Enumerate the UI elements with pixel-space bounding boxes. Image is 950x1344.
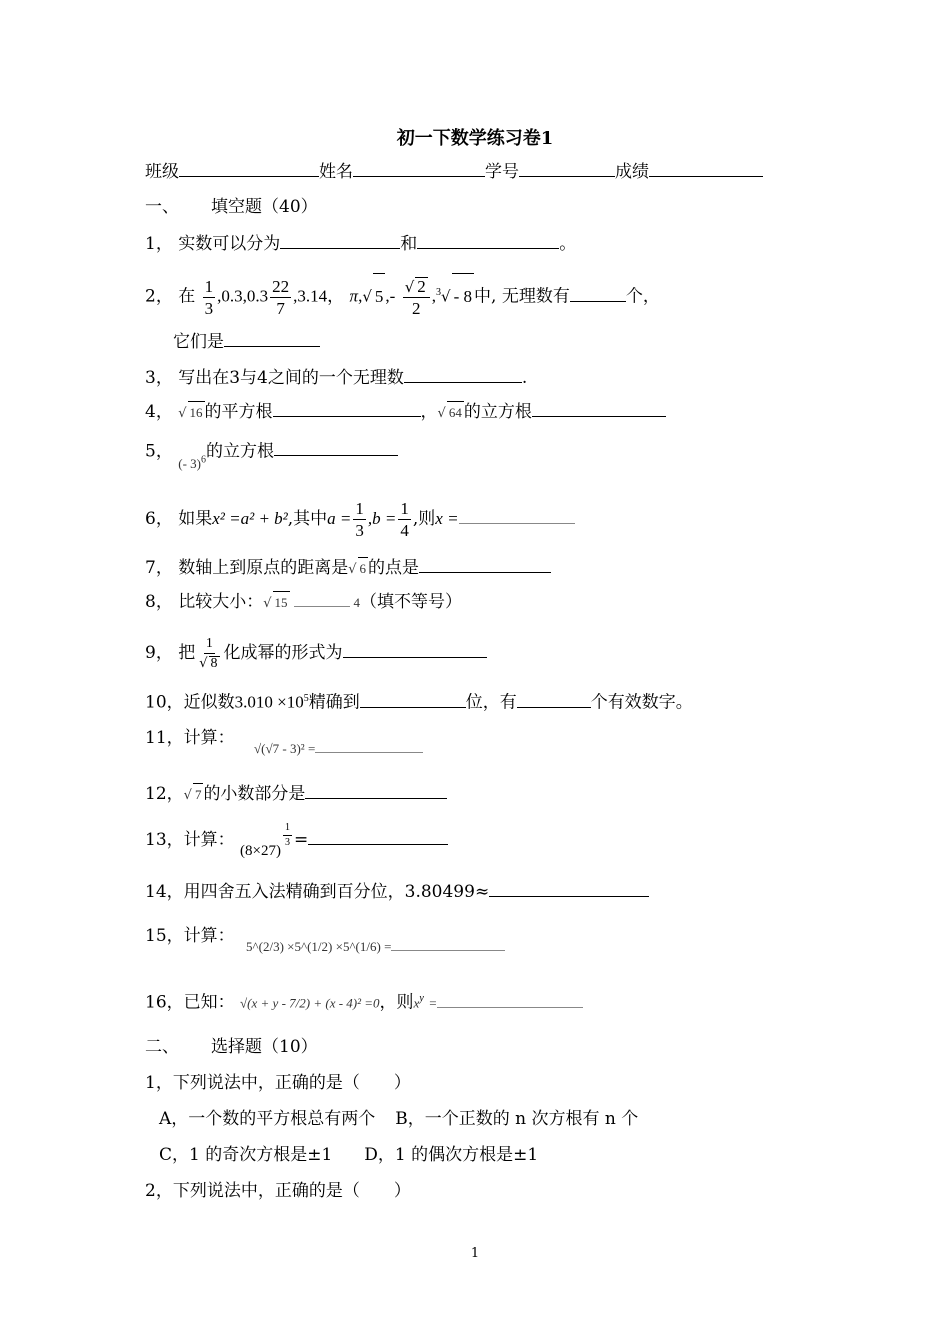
question-12 xyxy=(145,782,447,807)
math-expr xyxy=(240,822,294,859)
radicand: 7 xyxy=(193,783,204,806)
q-text: ，则 xyxy=(379,992,414,1013)
question-2-line-2 xyxy=(173,330,320,353)
answer-blank[interactable] xyxy=(273,400,421,417)
q-text: 计算： xyxy=(183,728,235,748)
exponent: 5 xyxy=(303,693,309,704)
question-10 xyxy=(145,688,693,714)
question-14 xyxy=(145,880,649,903)
math-text: √(√7 - 3)² xyxy=(254,741,305,756)
q-num: 14， xyxy=(145,882,184,902)
answer-blank[interactable] xyxy=(570,285,626,302)
question-16 xyxy=(145,988,583,1015)
question-15 xyxy=(145,924,505,954)
answer-blank[interactable] xyxy=(305,782,447,799)
section-number: 一、 xyxy=(145,197,179,217)
question-2: 2， 在 $\frac{1}{3}$ ,0.3,0.3 $\frac{22}{7}$ ,3.14， π,√ 5 ,- $\frac{√ 2}{2}$ ,$^3$√ - 8 中, 无理数有 个， xyxy=(145,270,660,320)
sqrt-symbol: √ xyxy=(263,596,272,611)
math-text: ,3.14， xyxy=(293,286,345,306)
q-text: 计算： xyxy=(183,830,235,850)
math-text: ,- xyxy=(385,286,396,306)
answer-blank[interactable] xyxy=(532,400,666,417)
q-text: 下列说法中，正确的是（ ） xyxy=(172,1181,411,1201)
choice-question-2 xyxy=(145,1180,411,1202)
q-text: 个， xyxy=(625,286,660,307)
numerator: 1 xyxy=(204,276,214,296)
class-label: 班级 xyxy=(145,162,179,182)
radicand: 8 xyxy=(210,655,218,671)
answer-blank[interactable] xyxy=(459,507,575,524)
answer-blank[interactable] xyxy=(308,828,448,845)
denominator: 4 xyxy=(400,521,409,540)
q-text: ， xyxy=(420,402,438,422)
q-num: 4， xyxy=(145,402,173,422)
q-num: 8， xyxy=(145,592,173,612)
radicand: 64 xyxy=(447,401,464,424)
q-num: 1， xyxy=(145,234,173,254)
section-1-heading xyxy=(145,196,318,218)
q-text: 数轴上到原点的距离是 xyxy=(178,558,349,578)
answer-blank[interactable] xyxy=(437,991,583,1008)
q-text: 个有效数字。 xyxy=(590,692,693,713)
section-title: 选择题（10） xyxy=(211,1037,318,1057)
fraction xyxy=(197,637,221,671)
student-info-line xyxy=(145,160,763,183)
q-text: 的平方根 xyxy=(204,402,273,422)
numerator: √ 2 xyxy=(403,277,430,298)
page-number: 1 xyxy=(470,1246,480,1261)
radicand: 6 xyxy=(358,557,369,580)
question-6 xyxy=(145,496,575,542)
option-d[interactable]: D，1 的偶次方根是±1 xyxy=(364,1145,539,1165)
q-text: 计算： xyxy=(183,926,235,946)
q-text: 位，有 xyxy=(465,692,517,713)
q-text: 。 xyxy=(559,234,577,254)
answer-blank[interactable] xyxy=(274,439,398,456)
q-text: 用四舍五入法精确到百分位，3.80499≈ xyxy=(183,882,490,902)
q-num: 6， xyxy=(145,509,173,529)
denominator: √ 8 xyxy=(199,655,218,671)
root-index: 3 xyxy=(436,287,442,298)
choice-question-1 xyxy=(145,1072,411,1094)
fraction xyxy=(203,278,216,317)
sqrt-symbol: √ xyxy=(437,406,446,421)
q-text: . xyxy=(521,368,528,388)
answer-blank[interactable] xyxy=(360,691,466,708)
sqrt-symbol: √ xyxy=(348,562,357,577)
question-1 xyxy=(145,232,576,255)
q-text: 化成幂的形式为 xyxy=(223,643,343,663)
fraction xyxy=(353,500,366,539)
q-text: 已知： xyxy=(183,992,235,1013)
q-text: 实数可以分为 xyxy=(178,234,281,254)
radicand: 2 xyxy=(417,277,426,297)
answer-blank[interactable] xyxy=(224,330,320,347)
q-text: （填不等号） xyxy=(360,592,463,612)
section-number: 二、 xyxy=(145,1037,179,1057)
exponent-fraction xyxy=(283,823,292,848)
answer-blank[interactable] xyxy=(315,736,423,753)
answer-blank[interactable] xyxy=(391,934,505,951)
answer-blank[interactable] xyxy=(294,590,350,607)
pi-symbol: π xyxy=(349,286,359,306)
math-text: = xyxy=(294,830,309,850)
q-text: 和 xyxy=(400,234,418,254)
q-num: 12， xyxy=(145,784,184,804)
denominator: 3 xyxy=(285,837,290,849)
cbrt-symbol: √ xyxy=(441,287,451,306)
section-2-heading xyxy=(145,1036,318,1058)
q-num: 2， xyxy=(145,1181,173,1201)
choice-options-cd xyxy=(159,1144,538,1166)
q-num: 9， xyxy=(145,643,173,663)
sqrt-symbol: √ xyxy=(183,788,192,803)
math-text: 3.010 ×10 xyxy=(234,692,304,712)
q-text: 的立方根 xyxy=(205,441,274,462)
q-num: 2， xyxy=(145,286,173,307)
q-num: 15， xyxy=(145,926,184,946)
question-9 xyxy=(145,630,487,676)
math-expr xyxy=(246,939,505,954)
fraction xyxy=(403,277,430,317)
name-blank[interactable] xyxy=(353,160,485,177)
q-text: 比较大小： xyxy=(178,592,264,612)
fraction xyxy=(270,278,291,317)
math-text: = xyxy=(429,995,437,1011)
sqrt-symbol: √ xyxy=(178,406,187,421)
math-text: a = xyxy=(327,509,352,528)
choice-options-ab xyxy=(159,1108,638,1130)
answer-blank[interactable] xyxy=(280,232,400,249)
answer-blank[interactable] xyxy=(517,691,591,708)
q-num: 5， xyxy=(145,441,173,462)
question-3 xyxy=(145,366,527,389)
q-text: 把 xyxy=(178,643,196,663)
math-expr xyxy=(178,456,206,471)
numerator: 1 xyxy=(204,637,215,654)
exponent: 6 xyxy=(200,455,206,466)
question-13 xyxy=(145,822,448,859)
q-num: 16， xyxy=(145,992,184,1013)
q-num: 3， xyxy=(145,368,173,388)
fraction xyxy=(398,500,411,539)
denominator: 7 xyxy=(276,298,285,318)
q-text: 如果 xyxy=(178,509,213,529)
q-num: 7， xyxy=(145,558,173,578)
denominator: 3 xyxy=(204,298,214,318)
q-text: ,则 xyxy=(412,509,436,529)
name-label: 姓名 xyxy=(319,162,353,182)
q-text: 的立方根 xyxy=(463,402,532,422)
answer-blank[interactable] xyxy=(489,880,649,897)
numerator: 1 xyxy=(400,499,409,518)
id-label: 学号 xyxy=(485,162,519,182)
math-text: 5^(2/3) ×5^(1/2) ×5^(1/6) xyxy=(246,939,381,954)
math-text: ,0.3,0.3 xyxy=(217,286,269,306)
answer-blank[interactable] xyxy=(419,556,551,573)
question-8 xyxy=(145,590,462,615)
math-text: = xyxy=(384,939,392,954)
score-label: 成绩 xyxy=(615,162,649,182)
q-text: 近似数 xyxy=(183,692,235,713)
q-num: 13， xyxy=(145,830,184,850)
section-title: 填空题（40） xyxy=(211,197,318,217)
q-num: 11， xyxy=(145,728,184,748)
radicand: 5 xyxy=(373,273,386,320)
math-text: (8×27) xyxy=(240,843,281,859)
option-b[interactable]: B，一个正数的 n 次方根有 n 个 xyxy=(395,1109,639,1129)
math-text: 4 xyxy=(353,595,361,610)
q-text: 的小数部分是 xyxy=(203,784,306,804)
q-text: 它们是 xyxy=(173,332,224,352)
q-text: 精确到 xyxy=(308,692,360,713)
math-text: (- 3) xyxy=(178,456,201,472)
question-4 xyxy=(145,400,666,425)
q-num: 1， xyxy=(145,1073,173,1093)
numerator: 22 xyxy=(272,276,290,296)
math-expr xyxy=(254,741,423,756)
q-text: 的点是 xyxy=(368,558,420,578)
id-blank[interactable] xyxy=(519,160,615,177)
q-text: ,其中 xyxy=(287,509,328,529)
q-text: 下列说法中，正确的是（ ） xyxy=(172,1073,411,1093)
option-c[interactable]: C，1 的奇次方根是±1 xyxy=(159,1145,333,1165)
radicand: 16 xyxy=(188,401,205,424)
option-a[interactable]: A，一个数的平方根总有两个 xyxy=(159,1109,376,1129)
score-blank[interactable] xyxy=(649,160,763,177)
question-5 xyxy=(145,438,398,472)
denominator: 3 xyxy=(355,521,364,540)
page-title: 初一下数学练习卷1 xyxy=(396,128,554,149)
denominator: 2 xyxy=(412,299,421,319)
radicand: - 8 xyxy=(452,273,474,320)
q-text: 在 xyxy=(178,286,196,307)
answer-blank[interactable] xyxy=(343,641,487,658)
radicand: 15 xyxy=(273,591,290,614)
math-text: = xyxy=(307,741,316,756)
question-7 xyxy=(145,556,551,581)
math-text: x = xyxy=(435,509,459,528)
question-11 xyxy=(145,726,423,756)
math-text: ,b = xyxy=(367,509,397,528)
sqrt-symbol: √ xyxy=(362,287,372,306)
math-text: x² =a² + b² xyxy=(212,509,288,528)
numerator: 1 xyxy=(355,499,364,518)
numerator: 1 xyxy=(283,823,292,836)
math-text: x xyxy=(413,995,420,1011)
class-blank[interactable] xyxy=(179,160,319,177)
q-text: 写出在3与4之间的一个无理数 xyxy=(178,368,404,388)
answer-blank[interactable] xyxy=(404,366,522,383)
math-text: √(x + y - 7/2) + (x - 4)² =0 xyxy=(240,995,380,1011)
exponent: y xyxy=(419,993,424,1004)
q-num: 10， xyxy=(145,692,184,713)
answer-blank[interactable] xyxy=(417,232,559,249)
q-text: 中, 无理数有 xyxy=(474,286,570,307)
